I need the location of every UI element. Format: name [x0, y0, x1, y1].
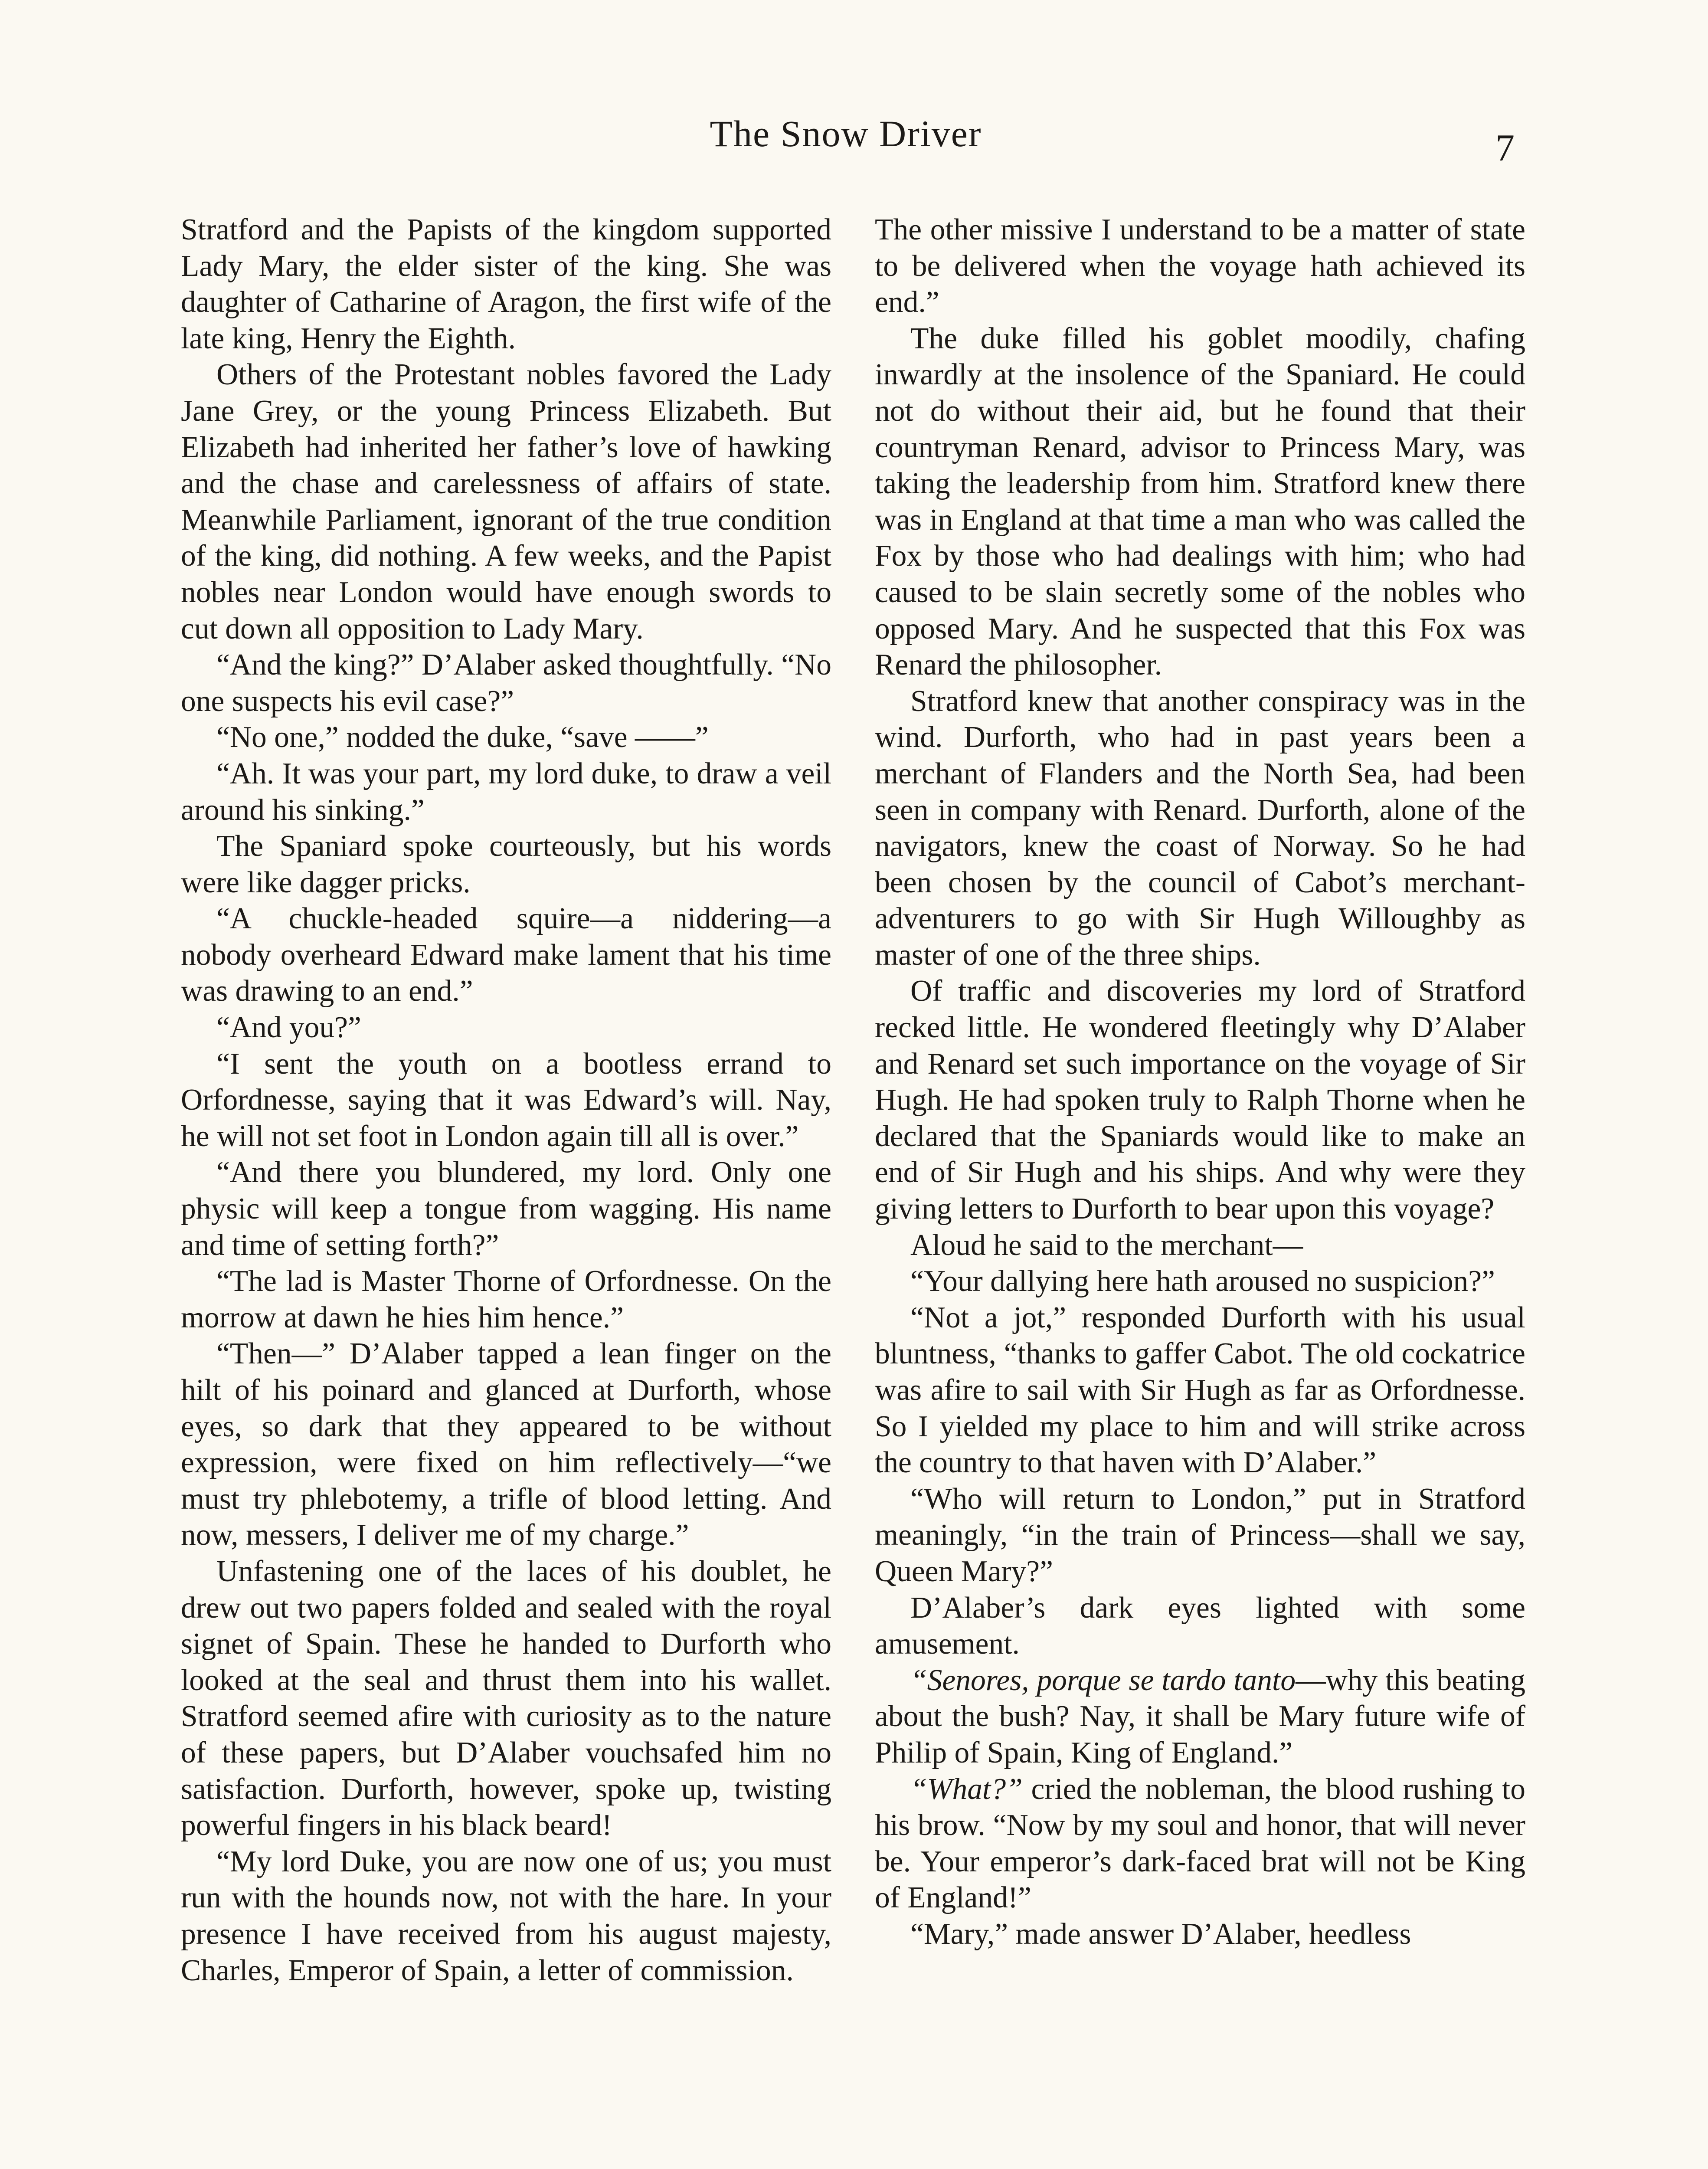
paragraph: [875, 1771, 1525, 1916]
paragraph: [181, 828, 831, 901]
paragraph: [181, 1009, 831, 1046]
paragraph-text: cried the nobleman, the blood rushing to his brow. “Now by my soul and honor, that will never be. Your emperor’s dark-faced brat will not be King of England!”: [875, 1772, 1525, 1915]
paragraph-text: Stratford knew that another conspiracy was in the wind. Durforth, who had in past years been a merchant of Flanders and the North Sea, had been seen in company with Renard. Durforth, alone of the navigators, knew the coast of Norway. So he had been chosen by the council of Cabot’s merchant-adventurers to go with Sir Hugh Willoughby as master of one of the three ships.: [875, 684, 1525, 972]
paragraph: [875, 1662, 1525, 1771]
page-header-title: The Snow Driver: [710, 113, 982, 154]
paragraph: [875, 1590, 1525, 1662]
paragraph-text: “Ah. It was your part, my lord duke, to draw a veil around his sinking.”: [181, 757, 831, 827]
paragraph: [875, 1916, 1525, 1953]
paragraph: [181, 357, 831, 647]
paragraph-text: The duke filled his goblet moodily, chafing inwardly at the insolence of the Spaniard. He could not do without their aid, but he found that their countryman Renard, advisor to Princess Mary, was taking the leadership from him. Stratford knew there was in England at that time a man who was called the Fox by those who had dealings with him; who had caused to be slain secretly some of the nobles who opposed Mary. And he suspected that this Fox was Renard the philosopher.: [875, 321, 1525, 682]
paragraph-text: “And the king?” D’Alaber asked thoughtfully. “No one suspects his evil case?”: [181, 648, 831, 718]
paragraph-text: “No one,” nodded the duke, “save ——”: [216, 721, 709, 754]
paragraph-text: “Then—” D’Alaber tapped a lean finger on the hilt of his poinard and glanced at Durforth, whose eyes, so dark that they appeared to be without expression, were fixed on him reflectively—“we must try phlebotemy, a trifle of blood letting. And now, messers, I deliver me of my charge.”: [181, 1337, 831, 1552]
paragraph-text: “Who will return to London,” put in Stratford meaningly, “in the train of Princess—shall we say, Queen Mary?”: [875, 1482, 1525, 1588]
paragraph-text: Stratford and the Papists of the kingdom supported Lady Mary, the elder sister of the king. She was daughter of Catharine of Aragon, the first wife of the late king, Henry the Eighth.: [181, 213, 831, 355]
paragraph-text: —why this beating about the bush? Nay, it shall be Mary future wife of Philip of Spain, King of England.”: [875, 1663, 1526, 1769]
italic-phrase: “Senores, porque se tardo tanto: [910, 1663, 1296, 1697]
paragraph: [181, 1844, 831, 1989]
paragraph: [181, 647, 831, 719]
paragraph: [875, 321, 1525, 683]
paragraph: [181, 901, 831, 1009]
paragraph-text: “My lord Duke, you are now one of us; you must run with the hounds now, not with the hare. In your presence I have received from his august majesty, Charles, Emperor of Spain, a letter of commission.: [181, 1845, 831, 1987]
italic-phrase: “What?”: [910, 1772, 1023, 1806]
paragraph-text: “Your dallying here hath aroused no suspicion?”: [910, 1265, 1495, 1298]
paragraph: [875, 1227, 1525, 1264]
paragraph: [875, 212, 1525, 321]
paragraph: [181, 1154, 831, 1263]
paragraph-text: Others of the Protestant nobles favored the Lady Jane Grey, or the young Princess Elizabeth. But Elizabeth had inherited her father’s love of hawking and the chase and carelessness of affairs of state. Meanwhile Parliament, ignorant of the true condition of the king, did nothing. A few weeks, and the Papist nobles near London would have enough swords to cut down all opposition to Lady Mary.: [181, 358, 831, 645]
paragraph-text: “A chuckle-headed squire—a niddering—a nobody overheard Edward make lament that his time was drawing to an end.”: [181, 902, 831, 1008]
paragraph: [181, 719, 831, 756]
page-number: 7: [1495, 127, 1515, 169]
paragraph: [181, 1046, 831, 1155]
paragraph-text: “Mary,” made answer D’Alaber, heedless: [910, 1917, 1411, 1951]
paragraph: [181, 1336, 831, 1553]
paragraph: [875, 683, 1525, 973]
paragraph-text: D’Alaber’s dark eyes lighted with some amusement.: [875, 1591, 1525, 1661]
paragraph-text: The Spaniard spoke courteously, but his words were like dagger pricks.: [181, 829, 831, 899]
paragraph: [181, 1553, 831, 1844]
paragraph-text: “And you?”: [216, 1011, 361, 1045]
paragraph-text: “And there you blundered, my lord. Only one physic will keep a tongue from wagging. His name and time of setting forth?”: [181, 1156, 831, 1262]
paragraph: [181, 756, 831, 828]
paragraph: [875, 973, 1525, 1227]
paragraph-text: Aloud he said to the merchant—: [910, 1228, 1303, 1262]
paragraph-text: Of traffic and discoveries my lord of Stratford recked little. He wondered fleetingly why D’Alaber and Renard set such importance on the voyage of Sir Hugh. He had spoken truly to Ralph Thorne when he declared that the Spaniards would like to make an end of Sir Hugh and his ships. And why were they giving letters to Durforth to bear upon this voyage?: [875, 974, 1525, 1226]
paragraph-text: Unfastening one of the laces of his doublet, he drew out two papers folded and sealed with the royal signet of Spain. These he handed to Durforth who looked at the seal and thrust them into his wallet. Stratford seemed afire with curiosity as to the nature of these papers, but D’Alaber vouchsafed him no satisfaction. Durforth, however, spoke up, twisting powerful fingers in his black beard!: [181, 1554, 831, 1842]
paragraph-text: The other missive I understand to be a matter of state to be delivered when the voyage hath achieved its end.”: [875, 213, 1525, 319]
paragraph: [181, 212, 831, 357]
paragraph: [875, 1300, 1525, 1481]
paragraph-text: “The lad is Master Thorne of Orfordnesse. On the morrow at dawn he hies him hence.”: [181, 1265, 831, 1334]
paragraph: [875, 1481, 1525, 1590]
right-text-column: [875, 212, 1525, 1953]
left-text-column: [181, 212, 831, 1989]
paragraph-text: “I sent the youth on a bootless errand to Orfordnesse, saying that it was Edward’s will. Nay, he will not set foot in London again till all is over.”: [181, 1047, 831, 1153]
paragraph: [181, 1263, 831, 1336]
paragraph-text: “Not a jot,” responded Durforth with his usual bluntness, “thanks to gaffer Cabot. The old cockatrice was afire to sail with Sir Hugh as far as Orfordnesse. So I yielded my place to him and will strike across the country to that haven with D’Alaber.”: [875, 1301, 1525, 1480]
paragraph: [875, 1263, 1525, 1300]
